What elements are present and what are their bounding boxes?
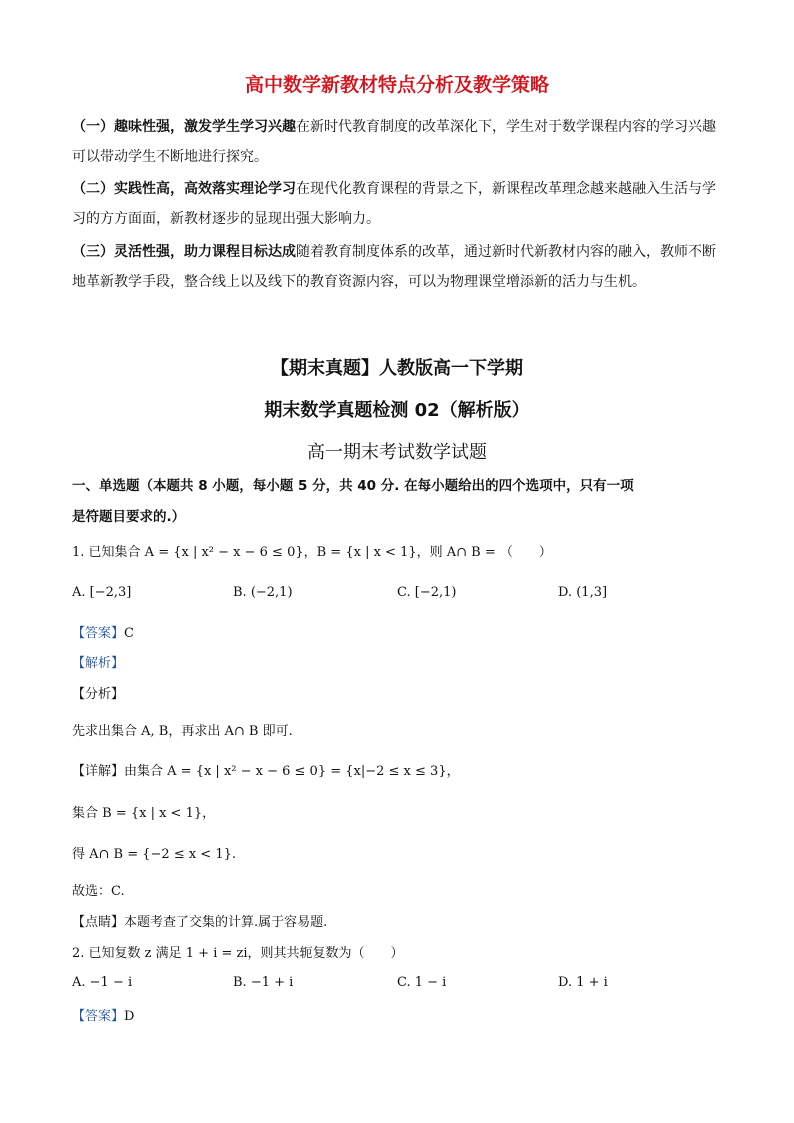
q1-option-d: D. (1,3] (558, 585, 608, 600)
q1-analysis-label: 【解析】 (72, 656, 125, 671)
intro-paragraph-2 (72, 174, 724, 234)
intro-text-2: 在现代化教育课程的背景之下，新课程改革理念越来越融入生活与学习的方方面面，新教材逐步的显现出强大影响力。 (72, 181, 716, 227)
intro-text-1: 在新时代教育制度的改革深化下，学生对于数学课程内容的学习兴趣可以带动学生不断地进行探究。 (72, 119, 716, 165)
q1-stem: 1. 已知集合 A = {x | x² − x − 6 ≤ 0}，B = {x | x < 1}，则 A∩ B = （ ） (72, 545, 552, 560)
q1-answer-label: 【答案】 (72, 626, 125, 641)
exam-title-1: 【期末真题】人教版高一下学期 (271, 358, 523, 379)
q1-option-b: B. (−2,1) (233, 585, 293, 600)
q2-option-a: A. −1 − i (72, 975, 133, 990)
q2-answer-line (72, 1005, 134, 1024)
q1-detail-line (72, 760, 460, 779)
q1-choose: 故选：C. (72, 884, 125, 899)
intro-paragraph-1 (72, 112, 724, 172)
q2-option-d: D. 1 + i (558, 975, 608, 990)
section-heading-line1: 一、单选题（本题共 8 小题，每小题 5 分，共 40 分. 在每小题给出的四个选项中，只有一项 (72, 478, 634, 494)
intro-text-3: 随着教育制度体系的改革，通过新时代新教材内容的融入，教师不断地革新教学手段，整合线上以及线下的教育资源内容，可以为物理课堂增添新的活力与生机。 (72, 244, 716, 290)
intro-lead-3: （三）灵活性强，助力课程目标达成 (72, 244, 296, 260)
q1-comment-label: 【点睛】 (72, 915, 125, 930)
q1-comment-line (72, 911, 327, 930)
q2-option-b: B. −1 + i (233, 975, 294, 990)
exam-title-2: 期末数学真题检测 02（解析版） (264, 400, 530, 421)
q1-step2: 集合 B = {x | x < 1}， (72, 806, 216, 821)
q2-option-c: C. 1 − i (397, 975, 447, 990)
q2-answer: D (124, 1009, 135, 1024)
intro-lead-2: （二）实践性高，高效落实理论学习 (72, 181, 296, 197)
q1-option-c: C. [−2,1) (397, 585, 457, 600)
q1-comment-text: 本题考查了交集的计算.属于容易题. (124, 915, 328, 930)
section-heading-line2: 是符题目要求的.） (72, 509, 186, 525)
q2-answer-label: 【答案】 (72, 1009, 125, 1024)
q1-detail-text: 由集合 A = {x | x² − x − 6 ≤ 0} = {x|−2 ≤ x ≤ 3}， (124, 764, 460, 779)
q2-stem: 2. 已知复数 z 满足 1 + i = zi，则其共轭复数为（ ） (72, 946, 404, 961)
q1-step3: 得 A∩ B = {−2 ≤ x < 1}. (72, 847, 237, 862)
q1-detail-label: 【详解】 (72, 764, 125, 779)
intro-lead-1: （一）趣味性强，激发学生学习兴趣 (72, 119, 296, 135)
intro-paragraph-3 (72, 237, 724, 297)
q1-option-a: A. [−2,3] (72, 585, 132, 600)
exam-title-3: 高一期末考试数学试题 (307, 442, 487, 463)
q1-answer-line (72, 622, 134, 641)
q1-answer: C (124, 626, 134, 641)
q1-fenxi-label: 【分析】 (72, 687, 125, 702)
doc-title: 高中数学新教材特点分析及教学策略 (244, 74, 549, 96)
q1-fenxi-text: 先求出集合 A, B，再求出 A∩ B 即可. (72, 724, 293, 739)
